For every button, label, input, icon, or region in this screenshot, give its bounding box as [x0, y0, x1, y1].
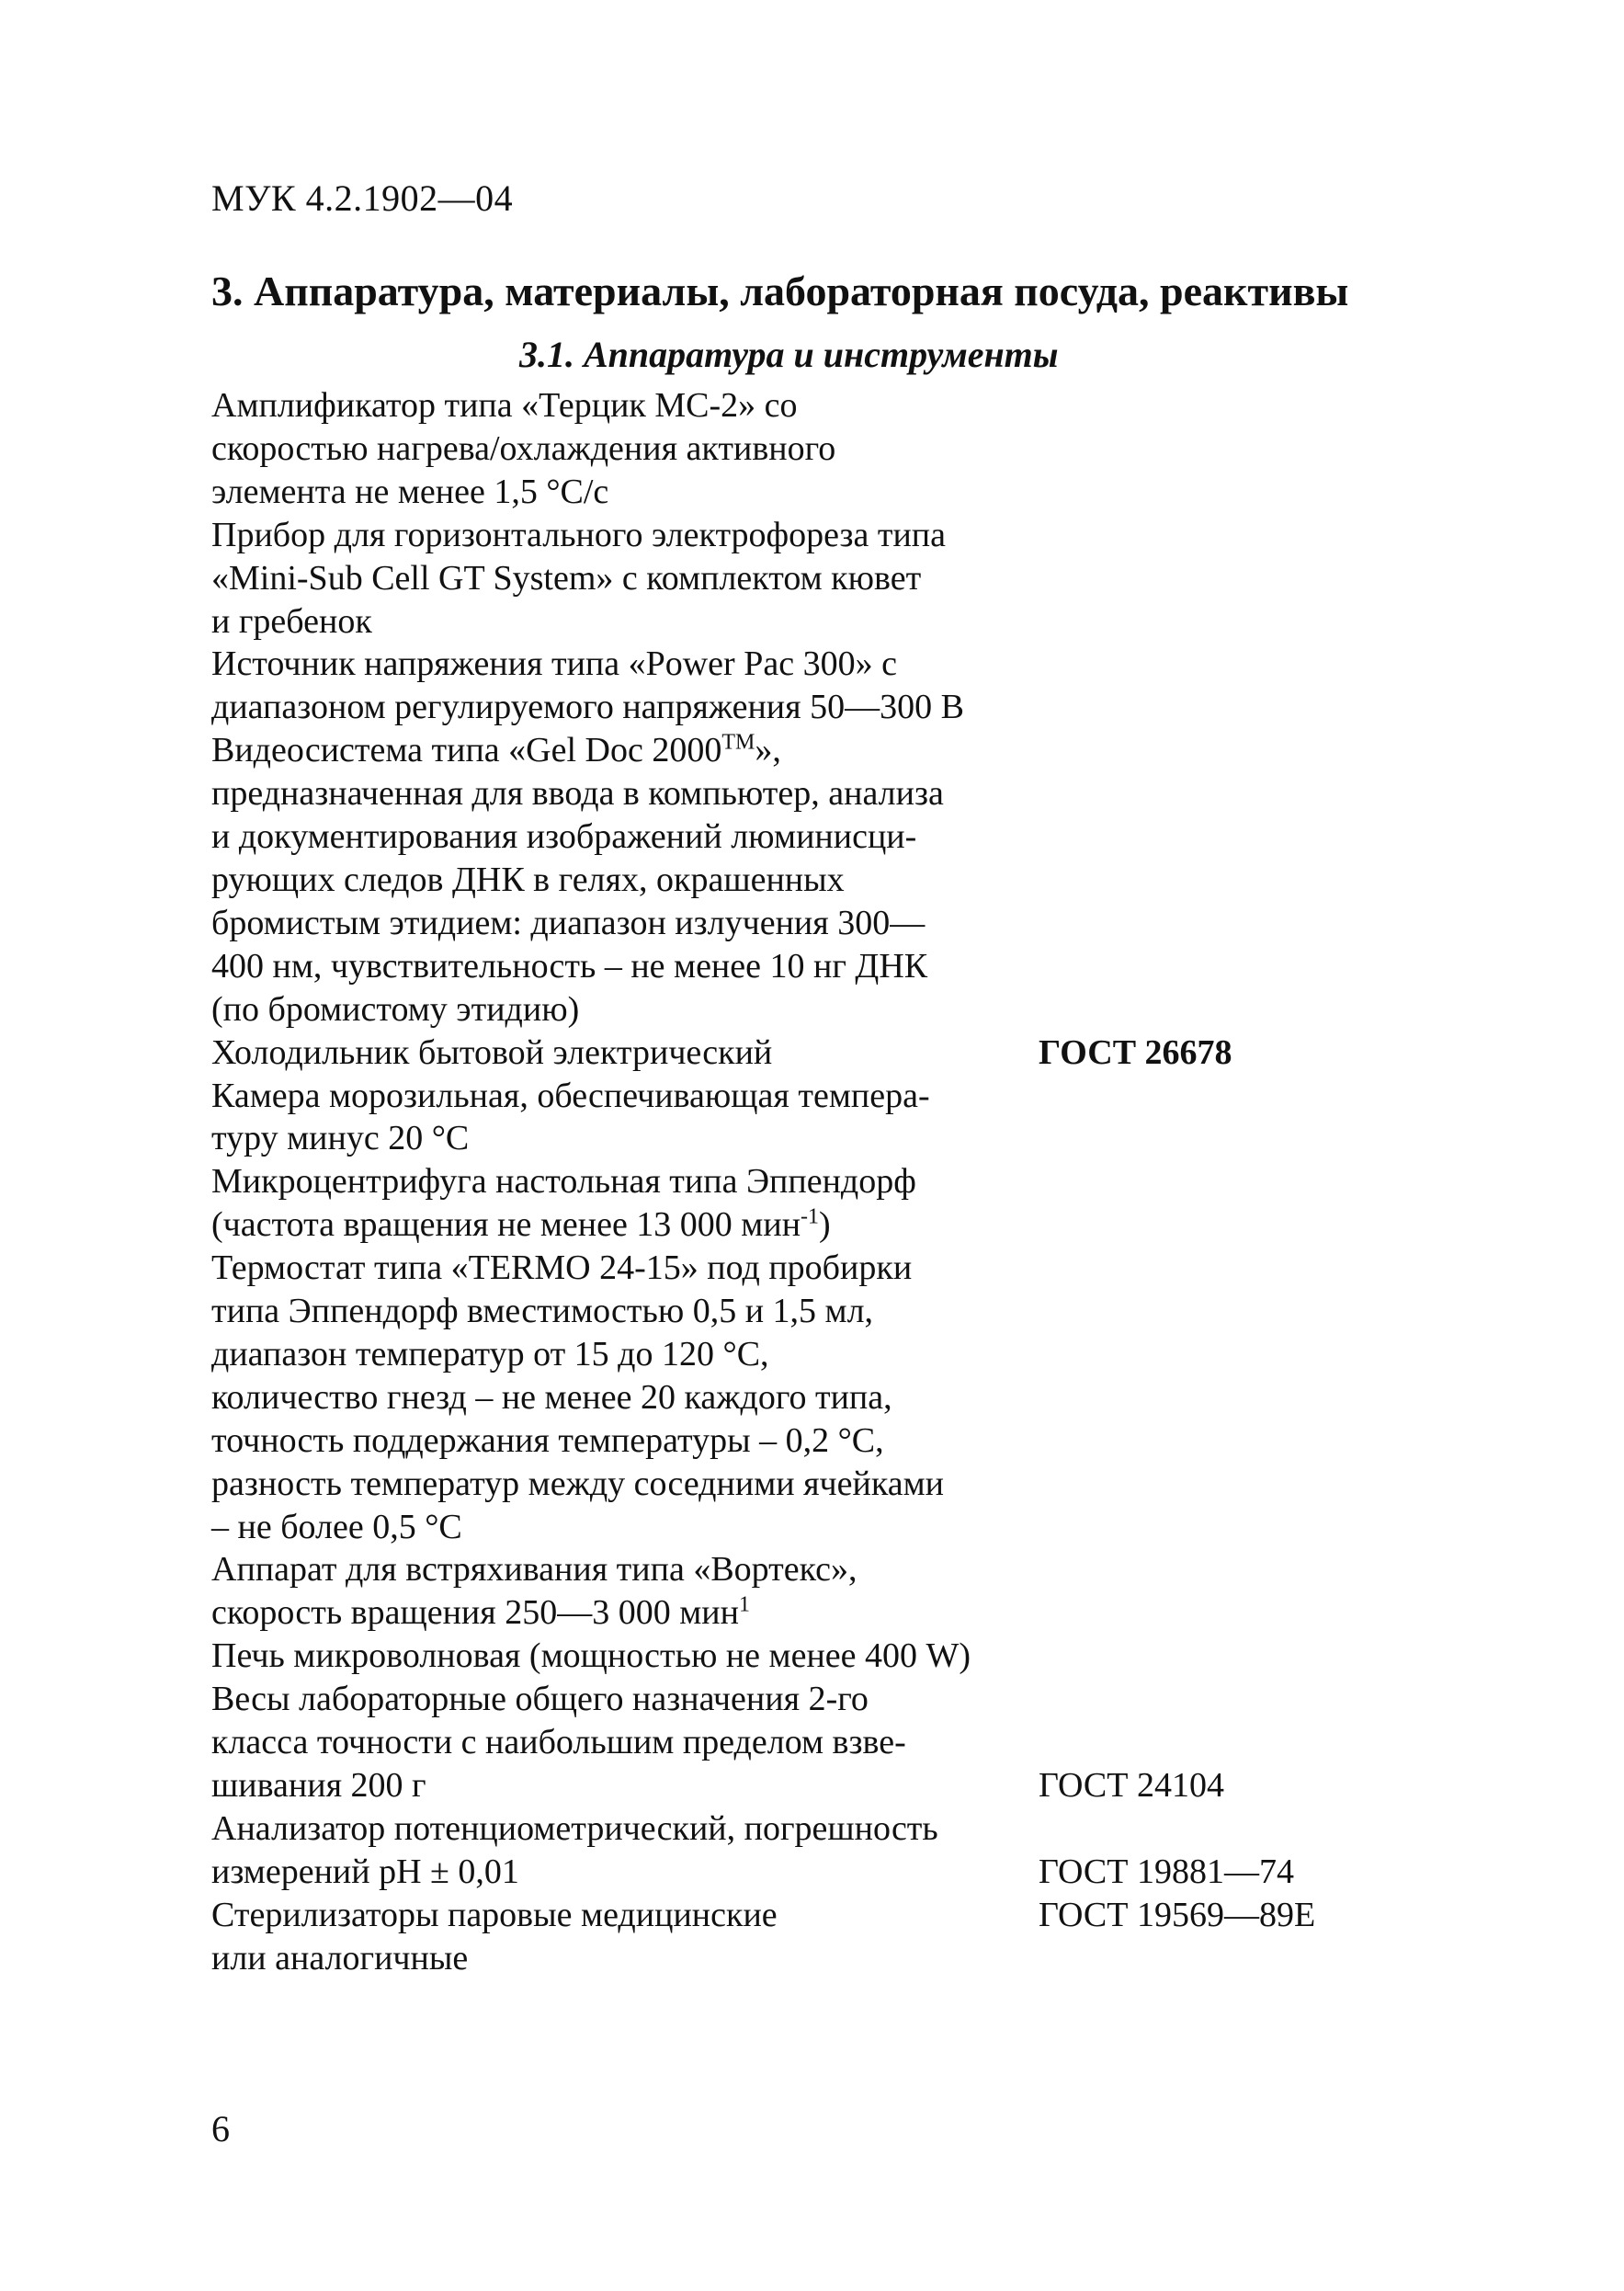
description-line: диапазон температур от 15 до 120 °С, [211, 1334, 769, 1373]
equipment-item-amplifier [211, 384, 1360, 514]
description-line: Стерилизаторы паровые медицинские [211, 1895, 778, 1934]
equipment-description [211, 1247, 1034, 1548]
exponent-superscript: 1 [738, 1592, 750, 1617]
description-line [211, 1203, 1034, 1247]
description-line: рующих следов ДНК в гелях, окрашенных [211, 860, 845, 899]
description-line: Микроцентрифуга настольная типа Эппендорф [211, 1162, 916, 1202]
equipment-standard: ГОСТ 26678 [1039, 1032, 1232, 1072]
description-line: 400 нм, чувствительность – не менее 10 нг ДНК [211, 946, 928, 986]
description-line: скоростью нагрева/охлаждения активного [211, 428, 836, 468]
description-text: скорость вращения 250—3 000 мин [211, 1593, 739, 1633]
equipment-item-vortex [211, 1548, 1360, 1635]
description-line: Прибор для горизонтального электрофореза типа [211, 515, 946, 554]
equipment-description [211, 1635, 1034, 1678]
equipment-description [211, 384, 1034, 514]
description-text: Видеосистема типа «Gel Doc 2000 [211, 731, 722, 770]
description-line: – не более 0,5 °С [211, 1507, 462, 1546]
exponent-superscript: -1 [801, 1204, 820, 1229]
description-line: предназначенная для ввода в компьютер, анализа [211, 774, 944, 814]
equipment-standard: ГОСТ 19881—74 [1039, 1852, 1294, 1891]
equipment-description [211, 1160, 1034, 1247]
equipment-standard: ГОСТ 19569—89Е [1039, 1895, 1316, 1934]
description-line: Камера морозильная, обеспечивающая темпера- [211, 1076, 930, 1115]
description-line: «Mini-Sub Cell GT System» с комплектом кювет [211, 558, 922, 598]
description-line: и документирования изображений люминисци- [211, 817, 917, 857]
description-line: количество гнезд – не менее 20 каждого типа, [211, 1377, 892, 1417]
description-line: точность поддержания температуры – 0,2 °С, [211, 1420, 884, 1460]
description-line: Источник напряжения типа «Power Pac 300» с [211, 644, 897, 684]
description-line: типа Эппендорф вместимостью 0,5 и 1,5 мл, [211, 1292, 874, 1331]
equipment-description [211, 1548, 1034, 1635]
subsection-title: 3.1. Аппаратура и инструменты [519, 334, 1059, 375]
description-line: Амплификатор типа «Терцик МС-2» со [211, 386, 798, 425]
description-line: бромистым этидием: диапазон излучения 300— [211, 903, 926, 942]
description-text: ) [819, 1205, 831, 1245]
description-line: и гребенок [211, 601, 372, 641]
page-number: 6 [211, 2108, 230, 2149]
trademark-superscript: TM [721, 730, 755, 755]
description-line: Анализатор потенциометрический, погрешность [211, 1808, 938, 1848]
description-line: или аналогичные [211, 1938, 469, 1978]
equipment-item-thermostat [211, 1247, 1360, 1548]
description-line: разность температур между соседними ячейками [211, 1464, 944, 1503]
equipment-description [211, 1032, 1034, 1075]
description-line: шивания 200 г [211, 1766, 426, 1805]
equipment-description [211, 1678, 1034, 1807]
equipment-item-sterilizers [211, 1894, 1360, 1980]
equipment-description [211, 1807, 1034, 1894]
equipment-item-power-source [211, 643, 1360, 729]
equipment-item-freezer [211, 1075, 1360, 1161]
equipment-description [211, 729, 1034, 1031]
equipment-item-scales [211, 1678, 1360, 1807]
description-line: Аппарат для встряхивания типа «Вортекс», [211, 1550, 857, 1590]
equipment-list [211, 384, 1360, 1980]
equipment-item-refrigerator [211, 1032, 1360, 1075]
equipment-standard: ГОСТ 24104 [1039, 1766, 1224, 1805]
description-line: измерений pH ± 0,01 [211, 1852, 519, 1891]
description-line [211, 729, 1034, 772]
description-line: Весы лабораторные общего назначения 2-го [211, 1680, 869, 1719]
description-line: Холодильник бытовой электрический [211, 1032, 773, 1072]
equipment-description [211, 514, 1034, 644]
description-line: Печь микроволновая (мощностью не менее 400 W) [211, 1636, 971, 1676]
description-line [211, 1591, 1034, 1635]
description-line: класса точности с наибольшим пределом взве- [211, 1723, 906, 1762]
description-line: (по бромистому этидию) [211, 989, 580, 1029]
equipment-description [211, 643, 1034, 729]
equipment-item-microcentrifuge [211, 1160, 1360, 1247]
description-line: диапазоном регулируемого напряжения 50—300 В [211, 688, 964, 727]
equipment-item-electrophoresis [211, 514, 1360, 644]
description-text: », [755, 731, 781, 770]
document-code-header: МУК 4.2.1902—04 [211, 177, 514, 219]
equipment-item-microwave [211, 1635, 1360, 1678]
equipment-item-video-system [211, 729, 1360, 1031]
description-line: Термостат типа «TERMO 24-15» под пробирки [211, 1248, 913, 1288]
description-text: (частота вращения не менее 13 000 мин [211, 1205, 801, 1245]
equipment-description [211, 1075, 1034, 1161]
description-line: туру минус 20 °С [211, 1119, 470, 1158]
description-line: элемента не менее 1,5 °С/с [211, 472, 609, 511]
equipment-item-ph-analyzer [211, 1807, 1360, 1894]
equipment-description [211, 1894, 1034, 1980]
section-title: 3. Аппаратура, материалы, лабораторная посуда, реактивы [211, 268, 1349, 314]
